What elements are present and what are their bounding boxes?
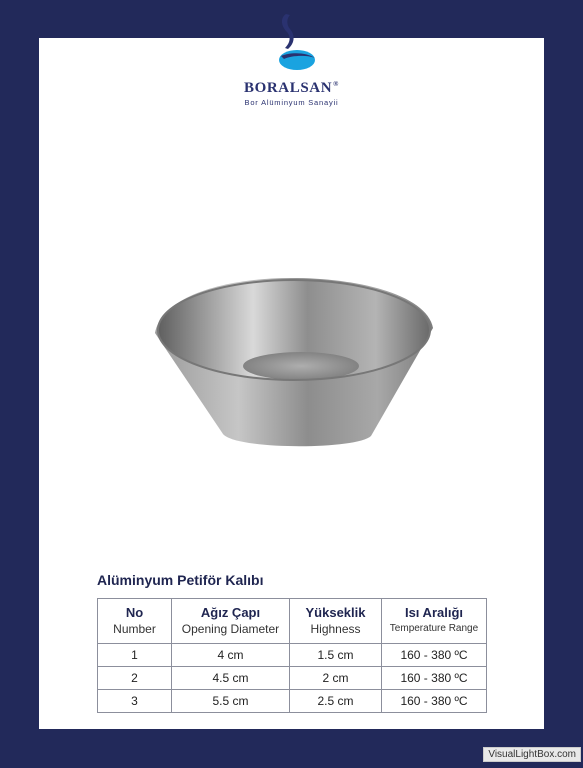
- product-image: [151, 258, 437, 454]
- catalog-page: [39, 38, 544, 729]
- swan-logo-icon: [260, 14, 340, 86]
- header-opening-diameter: Ağız Çapı Opening Diameter: [172, 599, 290, 644]
- brand-name: BORALSAN®: [244, 80, 339, 96]
- table-row: [98, 690, 487, 713]
- watermark-link[interactable]: VisualLightBox.com: [483, 747, 581, 762]
- cell-temperature: 160 - 380 ºC: [382, 644, 487, 667]
- cell-number: 3: [98, 690, 172, 713]
- table-row: [98, 667, 487, 690]
- cell-diameter: 5.5 cm: [172, 690, 290, 713]
- spec-table: [97, 598, 487, 713]
- cell-temperature: 160 - 380 ºC: [382, 667, 487, 690]
- table-header-row: [98, 599, 487, 644]
- header-number: No Number: [98, 599, 172, 644]
- cell-number: 2: [98, 667, 172, 690]
- cell-height: 2 cm: [290, 667, 382, 690]
- cell-height: 2.5 cm: [290, 690, 382, 713]
- cell-diameter: 4 cm: [172, 644, 290, 667]
- header-temperature-range: Isı Aralığı Temperature Range: [382, 599, 487, 644]
- cell-diameter: 4.5 cm: [172, 667, 290, 690]
- cell-number: 1: [98, 644, 172, 667]
- cell-height: 1.5 cm: [290, 644, 382, 667]
- table-row: [98, 644, 487, 667]
- header-height: Yükseklik Highness: [290, 599, 382, 644]
- cell-temperature: 160 - 380 ºC: [382, 690, 487, 713]
- brand-tagline: Bor Alüminyum Sanayii: [244, 98, 339, 107]
- product-title: Alüminyum Petiför Kalıbı: [97, 572, 264, 588]
